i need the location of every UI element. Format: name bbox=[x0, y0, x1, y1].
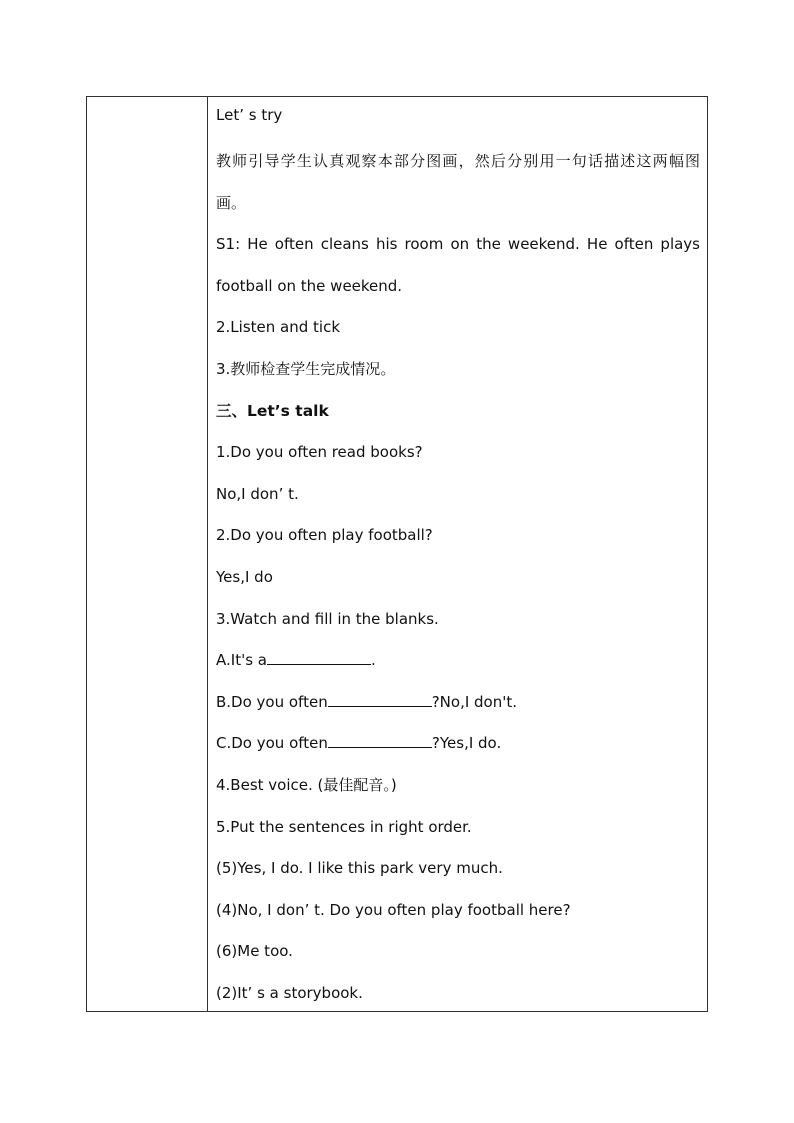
s1-sentence-line-end: football on the weekend. bbox=[216, 277, 403, 295]
blank-b-prefix: B.Do you often bbox=[216, 693, 328, 711]
order-sentence-2: (2)It’ s a storybook. bbox=[216, 984, 363, 1002]
lets-try-heading: Let’ s try bbox=[216, 106, 283, 124]
s1-sentence-line: S1: He often cleans his room on the weekend. He often plays bbox=[216, 235, 700, 253]
watch-and-fill: 3.Watch and fill in the blanks. bbox=[216, 610, 439, 628]
fill-blank-b bbox=[328, 692, 432, 707]
listen-and-tick: 2.Listen and tick bbox=[216, 318, 341, 336]
fill-blank-c bbox=[328, 733, 432, 748]
blank-b-suffix: ?No,I don't. bbox=[431, 693, 518, 711]
answer-no: No,I don’ t. bbox=[216, 485, 299, 503]
best-voice: 4.Best voice. (最佳配音。) bbox=[216, 776, 397, 794]
blank-a bbox=[216, 650, 376, 670]
lesson-table bbox=[86, 96, 708, 1012]
blank-c-prefix: C.Do you often bbox=[216, 734, 328, 752]
order-sentence-6: (6)Me too. bbox=[216, 942, 293, 960]
fill-blank-a bbox=[267, 650, 371, 665]
put-in-order: 5.Put the sentences in right order. bbox=[216, 818, 472, 836]
order-sentence-5: (5)Yes, I do. I like this park very much. bbox=[216, 859, 503, 877]
blank-a-prefix: A.It's a bbox=[216, 651, 267, 669]
blank-c-suffix: ?Yes,I do. bbox=[431, 734, 502, 752]
table-left-cell bbox=[87, 97, 208, 1011]
blank-c bbox=[216, 733, 501, 753]
order-sentence-4: (4)No, I don’ t. Do you often play football here? bbox=[216, 901, 571, 919]
blank-b bbox=[216, 692, 517, 712]
question-read-books: 1.Do you often read books? bbox=[216, 443, 423, 461]
answer-yes: Yes,I do bbox=[216, 568, 273, 586]
teacher-check: 3.教师检查学生完成情况。 bbox=[216, 360, 396, 378]
question-play-football: 2.Do you often play football? bbox=[216, 526, 433, 544]
lets-talk-heading: 三、Let’s talk bbox=[216, 402, 329, 420]
blank-a-suffix: . bbox=[370, 651, 376, 669]
teacher-guide-line: 教师引导学生认真观察本部分图画，然后分别用一句话描述这两幅图 bbox=[216, 152, 700, 170]
teacher-guide-line-end: 画。 bbox=[216, 194, 247, 212]
table-content-cell bbox=[208, 97, 707, 1011]
